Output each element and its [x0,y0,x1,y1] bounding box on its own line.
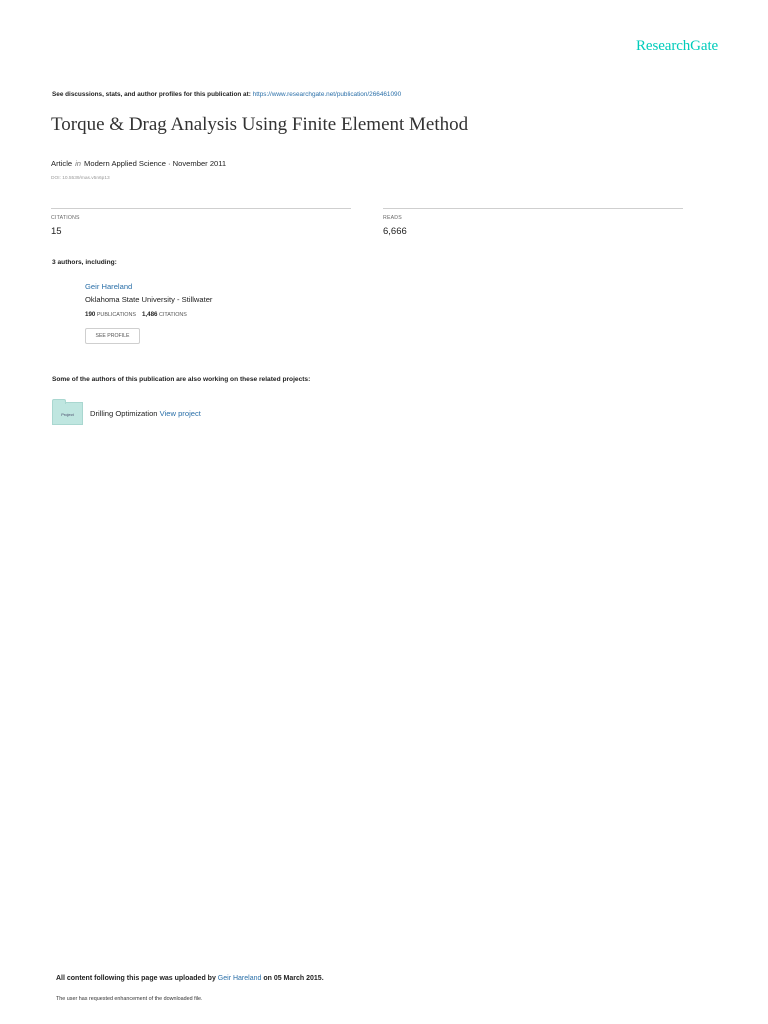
in-label: in [75,159,82,168]
reads-value: 6,666 [383,226,407,237]
uploader-link[interactable]: Geir Hareland [217,975,262,982]
author-name-link[interactable]: Geir Hareland [85,282,133,291]
author-citations-label: CITATIONS [158,312,187,318]
upload-prefix: All content following this page was uploaded by [56,975,216,982]
journal-info: Modern Applied Science · November 2011 [84,159,227,168]
doi: DOI: 10.5539/mas.v5n6p13 [51,176,110,181]
author-publications-count: 190 [85,311,96,318]
discussion-line [52,91,401,98]
author-citations-count: 1,486 [141,311,158,318]
researchgate-logo[interactable]: ResearchGate [636,38,719,54]
upload-notice [56,975,324,982]
folder-tab [52,399,66,404]
reads-divider [383,208,683,209]
project-item [90,409,201,418]
author-institution: Oklahoma State University - Stillwater [85,295,213,304]
author-publications-label: PUBLICATIONS [96,312,136,318]
related-projects-heading: Some of the authors of this publication are also working on these related projects: [52,376,311,383]
discussion-prefix: See discussions, stats, and author profiles for this publication at: [52,91,251,98]
view-project-link[interactable]: View project [159,409,201,418]
citations-divider [51,208,351,209]
publication-meta [51,159,226,168]
project-thumb-label: Project [61,412,74,417]
see-profile-button[interactable]: SEE PROFILE [85,328,140,344]
project-name: Drilling Optimization [90,409,158,418]
authors-heading: 3 authors, including: [52,259,117,266]
publication-title: Torque & Drag Analysis Using Finite Element Method [51,114,469,135]
upload-suffix: on 05 March 2015. [263,975,324,982]
reads-label: READS [383,215,402,221]
publication-url-link[interactable]: https://www.researchgate.net/publication/266461090 [252,91,402,98]
author-stats [85,311,187,318]
enhancement-note: The user has requested enhancement of the downloaded file. [56,996,203,1002]
citations-value: 15 [51,226,62,237]
citations-label: CITATIONS [51,215,80,221]
publication-type: Article [51,159,73,168]
project-folder-icon [52,402,83,425]
